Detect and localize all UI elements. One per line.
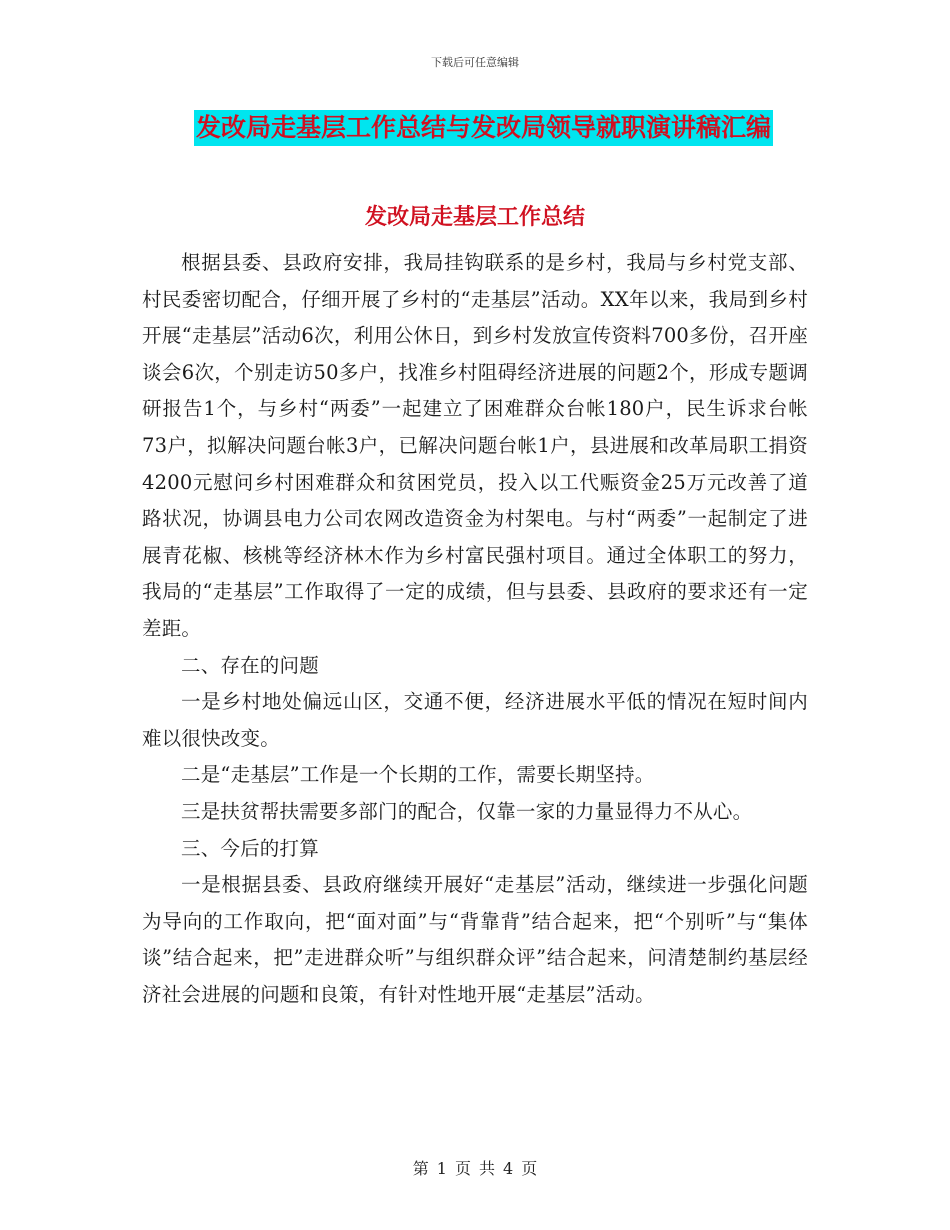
body-text xyxy=(142,245,808,1013)
heading-existing-problems: 二、存在的问题 xyxy=(181,653,319,677)
page-header-note: 下载后可任意编辑 xyxy=(431,56,519,69)
heading-future-plans: 三、今后的打算 xyxy=(181,836,319,860)
footer-page-number: 1 xyxy=(436,1159,447,1178)
document-title: 发改局走基层工作总结与发改局领导就职演讲稿汇编 xyxy=(194,110,773,146)
paragraph-intro: 根据县委、县政府安排，我局挂钩联系的是乡村，我局与乡村党支部、村民委密切配合，仔细开展了乡村的“走基层”活动。XX年以来，我局到乡村开展“走基层”活动6次，利用公休日，到乡村发放宣传资料700多份，召开座谈会6次，个别走访50多户，找准乡村阻碍经济进展的问题2个，形成专题调研报告1个，与乡村“两委”一起建立了困难群众台帐180户，民生诉求台帐73户，拟解决问题台帐3户，已解决问题台帐1户，县进展和改革局职工捐资4200元慰问乡村困难群众和贫困党员，投入以工代赈资金25万元改善了道路状况，协调县电力公司农网改造资金为村架电。与村“两委”一起制定了进展青花椒、核桃等经济林木作为乡村富民强村项目。通过全体职工的努力，我局的“走基层”工作取得了一定的成绩，但与县委、县政府的要求还有一定差距。 xyxy=(142,251,808,640)
footer-total-pages: 4 xyxy=(503,1159,514,1178)
section-title: 发改局走基层工作总结 xyxy=(364,205,585,230)
paragraph-problem-1: 一是乡村地处偏远山区，交通不便，经济进展水平低的情况在短时间内难以很快改变。 xyxy=(142,690,808,750)
footer-unit: 页 xyxy=(454,1159,471,1178)
footer-total-unit: 页 xyxy=(521,1159,538,1178)
paragraph-plan-1: 一是根据县委、县政府继续开展好“走基层”活动，继续进一步强化问题为导向的工作取向，把“面对面”与“背靠背”结合起来，把“个别听”与“集体谈”结合起来，把”走进群众听”与组织群众评”结合起来，问清楚制约基层经济社会进展的问题和良策，有针对性地开展“走基层”活动。 xyxy=(142,873,808,1006)
paragraph-problem-2: 二是“走基层”工作是一个长期的工作，需要长期坚持。 xyxy=(181,763,655,787)
footer-prefix: 第 xyxy=(412,1159,429,1178)
page-footer xyxy=(0,1156,950,1179)
paragraph-problem-3: 三是扶贫帮扶需要多部门的配合，仅靠一家的力量显得力不从心。 xyxy=(181,799,753,823)
footer-total-prefix: 共 xyxy=(479,1159,496,1178)
